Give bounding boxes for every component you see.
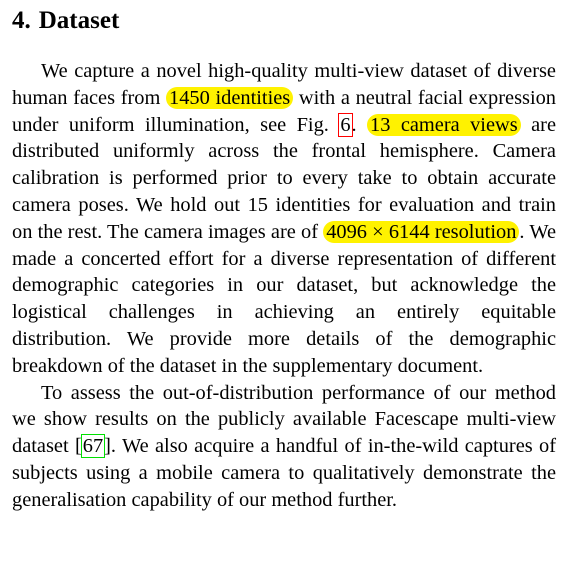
section-heading: [12, 6, 556, 36]
text-run: .: [351, 113, 368, 136]
highlight-resolution: 4096 × 6144 resolution: [323, 221, 519, 243]
text-run: ]. We also acquire a handful of in-the-wild captures of subjects using a mobile camera to qualitatively demonstrate the generalisation capability of our method further.: [12, 435, 557, 511]
section-title: Dataset: [38, 7, 120, 34]
highlight-identities: 1450 identities: [166, 87, 293, 109]
paragraph-evaluation: [12, 380, 556, 514]
figure-reference-link[interactable]: 6: [340, 113, 351, 136]
text-run: with a neutral facial expression under uniform illumination, see Fig.: [12, 86, 556, 136]
text-run: . We made a concerted effort for a diverse representation of different demographic categories in our dataset, but acknowledge the logistical challenges in achieving an entirely equitable distribution. We provide more details of the demographic breakdown of the dataset in the supplementary document.: [12, 220, 556, 377]
section-number: 4.: [12, 7, 31, 34]
text-run: To assess the out-of-distribution performance of our method we show results on the publicly available Facescape multi-view dataset [: [12, 381, 556, 458]
paragraph-dataset-description: [12, 58, 556, 380]
text-run: are distributed uniformly across the frontal hemisphere. Camera calibration is performed prior to every take to obtain accurate camera poses. We hold out 15 identities for evaluation and train on the rest. The camera images are of: [12, 113, 556, 243]
text-run: We capture a novel high-quality multi-view dataset of diverse human faces from: [12, 60, 556, 109]
citation-reference-link[interactable]: 67: [82, 435, 104, 458]
highlight-camera-views: 13 camera views: [367, 114, 521, 136]
